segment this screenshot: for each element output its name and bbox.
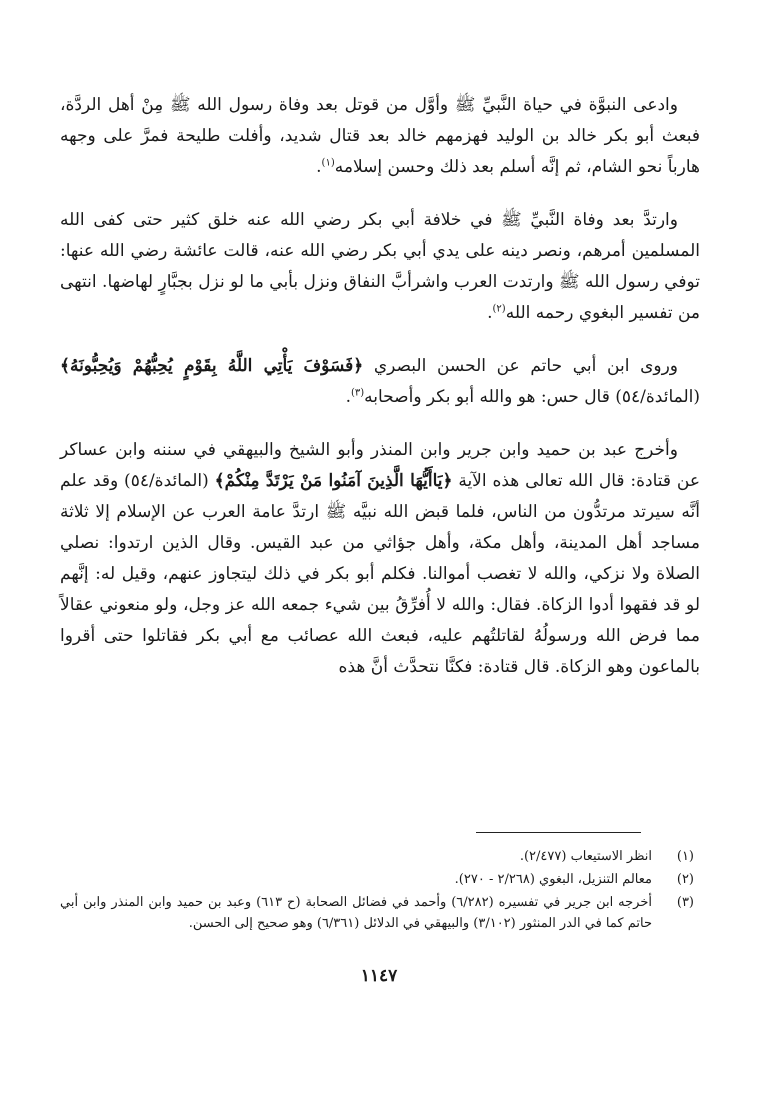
footnote-1 — [60, 846, 700, 867]
footnote-text: معالم التنزيل، البغوي (٢/٢٦٨ - ٢٧٠). — [454, 872, 652, 887]
footnote-number: (٣) — [676, 895, 694, 910]
footnote-number: (١) — [676, 849, 694, 864]
paragraph-text: . — [487, 303, 493, 323]
paragraph-text: وروى ابن أبي حاتم عن الحسن البصري — [363, 356, 679, 376]
paragraph-text: (المائدة/٥٤) وقد علم أنَّه سيرتد مرتدُّون من الناس، فلما قبض الله نبيَّه ﷺ ارتدَّ عامة العرب عن الإسلام إلا ثلاثة مساجد أهل المدينة، وأهل مكة، وأهل جؤاثي من عبد القيس. وقال الذين ارتدوا: نصلي الصلاة ولا نزكي، والله لا تغصب أموالنا. فكلم أبو بكر في ذلك ليتجاوز عنهم، وقيل له: إنَّهم لو قد فقهوا أدوا الزكاة. فقال: والله لا أُفرِّقُ بين شيء جمعه الله عز وجل، ولو منعوني عقالاً مما فرض الله ورسولُهُ لقاتلتُهم عليه، فبعث الله عصائب مع أبي بكر فقاتلوا حتى أقروا بالماعون وهو الزكاة. قال قتادة: فكنَّا نتحدَّث أنَّ هذه — [60, 471, 700, 677]
footnote-text: أخرجه ابن جرير في تفسيره (٦/٢٨٢) وأحمد في فضائل الصحابة (ح ٦١٣) وعبد بن حميد وابن المنذر وابن أبي حاتم كما في الدر المنثور (٣/١٠٢) والبيهقي في الدلائل (٦/٣٦١) وهو صحيح إلى الحسن. — [60, 895, 653, 931]
footnotes — [60, 846, 700, 936]
footnote-3 — [60, 892, 700, 934]
paragraph-4 — [60, 435, 700, 683]
paragraph-text: وادعى النبوَّة في حياة النَّبيِّ ﷺ وأوَّل من قوتل بعد وفاة رسول الله ﷺ مِنْ أهل الردَّة، فبعث أبو بكر خالد بن الوليد فهزمهم خالد بعد قتال شديد، وأفلت طليحة فمرَّ على وجهه هارباً نحو الشام، ثم إنَّه أسلم بعد ذلك وحسن إسلامه — [60, 95, 700, 177]
paragraph-text: وأخرج عبد بن حميد وابن جرير وابن المنذر وأبو الشيخ والبيهقي في سننه وابن عساكر عن قتادة: قال الله تعالى هذه الآية — [60, 440, 700, 491]
footnote-marker-1: (١) — [321, 157, 335, 169]
paragraph-text: . — [316, 157, 322, 177]
paragraph-3 — [60, 351, 700, 413]
paragraph-text: . — [345, 387, 351, 407]
page-number: ١١٤٧ — [360, 966, 398, 986]
footnote-marker-2: (٢) — [492, 303, 506, 315]
quran-verse: ﴿فَسَوْفَ يَأْتِي اللَّهُ بِقَوْمٍ يُحِبُّهُمْ وَيُحِبُّونَهُ﴾ — [60, 356, 364, 376]
paragraph-text: (المائدة/٥٤) قال حس: هو والله أبو بكر وأصحابه — [364, 387, 700, 407]
footnote-number: (٢) — [676, 872, 694, 887]
footnote-separator — [476, 832, 641, 833]
footnote-marker-3: (٣) — [350, 387, 365, 399]
footnote-text: انظر الاستيعاب (٢/٤٧٧). — [519, 849, 652, 864]
main-text — [60, 90, 700, 683]
footnote-2 — [60, 869, 700, 890]
quran-verse: ﴿يَاأَيُّهَا الَّذِينَ آمَنُوا مَنْ يَرْتَدَّ مِنْكُمْ﴾ — [214, 471, 453, 491]
paragraph-text: وارتدَّ بعد وفاة النَّبيِّ ﷺ في خلافة أبي بكر رضي الله عنه خلق كثير حتى كفى الله المسلمين أمرهم، ونصر دينه على يدي أبي بكر رضي الله عنه، قالت عائشة رضي الله عنها: توفي رسول الله ﷺ وارتدت العرب واشرأبَّ النفاق ونزل بأبي ما لو نزل بجبَّارٍ لهاضها. انتهى من تفسير البغوي رحمه الله — [60, 210, 700, 323]
paragraph-2 — [60, 205, 700, 329]
paragraph-1 — [60, 90, 700, 183]
